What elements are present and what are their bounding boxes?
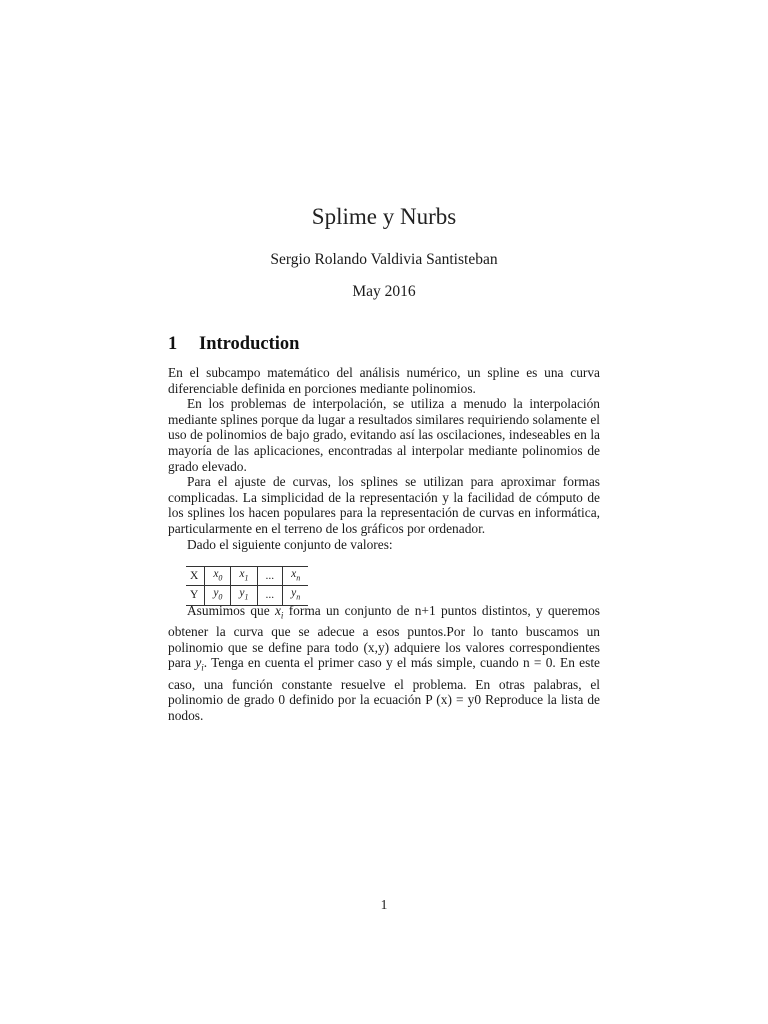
section-number: 1 <box>168 334 178 354</box>
table-cell: $y_1$ <box>231 586 257 605</box>
document-author: Sergio Rolando Valdivia Santisteban <box>270 251 498 268</box>
paragraph-2: En los problemas de interpolación, se utiliza a menudo la interpolación mediante splines porque da lugar a resultados similares requiriendo solamente el uso de polinomios de bajo grado, evitando así las oscilaciones, indeseables en la mayoría de las aplicaciones, encontradas al interpolar mediante polinomios de grado elevado. <box>168 396 600 474</box>
document-title: Splime y Nurbs <box>311 204 457 229</box>
table-row <box>186 567 308 586</box>
table-cell: ... <box>257 567 283 586</box>
table-cell: $x_0$ <box>205 567 231 586</box>
paragraph-4: Dado el siguiente conjunto de valores: <box>187 536 393 552</box>
paragraph-3: Para el ajuste de curvas, los splines se utilizan para aproximar formas complicadas. La simplicidad de la representación y la facilidad de cómputo de los splines los hacen populares para la representación de curvas en informática, particularmente en el terreno de los gráficos por ordenador. <box>168 474 600 536</box>
page-number: 1 <box>380 897 388 912</box>
table-cell: $y_n$ <box>283 586 309 605</box>
intro-text-block <box>168 365 600 552</box>
table-row-label: X <box>186 567 205 586</box>
values-table <box>186 566 308 606</box>
paragraph-5: Asumimos que $x_i$ forma un conjunto de n+1 puntos distintos, y queremos obtener la curva que se adecue a esos puntos.Por lo tanto buscamos un polinomio que se define para todo (x,y) adquiere los valores correspondientes para $y_i$. Tenga en cuenta el primer caso y el más simple, cuando n = 0. En este caso, una función constante resuelve el problema. En otras palabras, el polinomio de grado 0 definido por la ecuación P (x) = y0 Reproduce la lista de nodos. <box>168 603 600 723</box>
table-cell: $x_n$ <box>283 567 309 586</box>
table-cell: $y_0$ <box>205 586 231 605</box>
analysis-text-block <box>168 603 600 724</box>
document-date: May 2016 <box>352 283 416 300</box>
table-cell: $x_1$ <box>231 567 257 586</box>
section-title: Introduction <box>199 334 300 354</box>
table-row-label: Y <box>186 586 205 605</box>
table-cell: ... <box>257 586 283 605</box>
section-heading <box>168 334 299 355</box>
paragraph-1: En el subcampo matemático del análisis numérico, un spline es una curva diferenciable definida en porciones mediante polinomios. <box>168 365 600 396</box>
